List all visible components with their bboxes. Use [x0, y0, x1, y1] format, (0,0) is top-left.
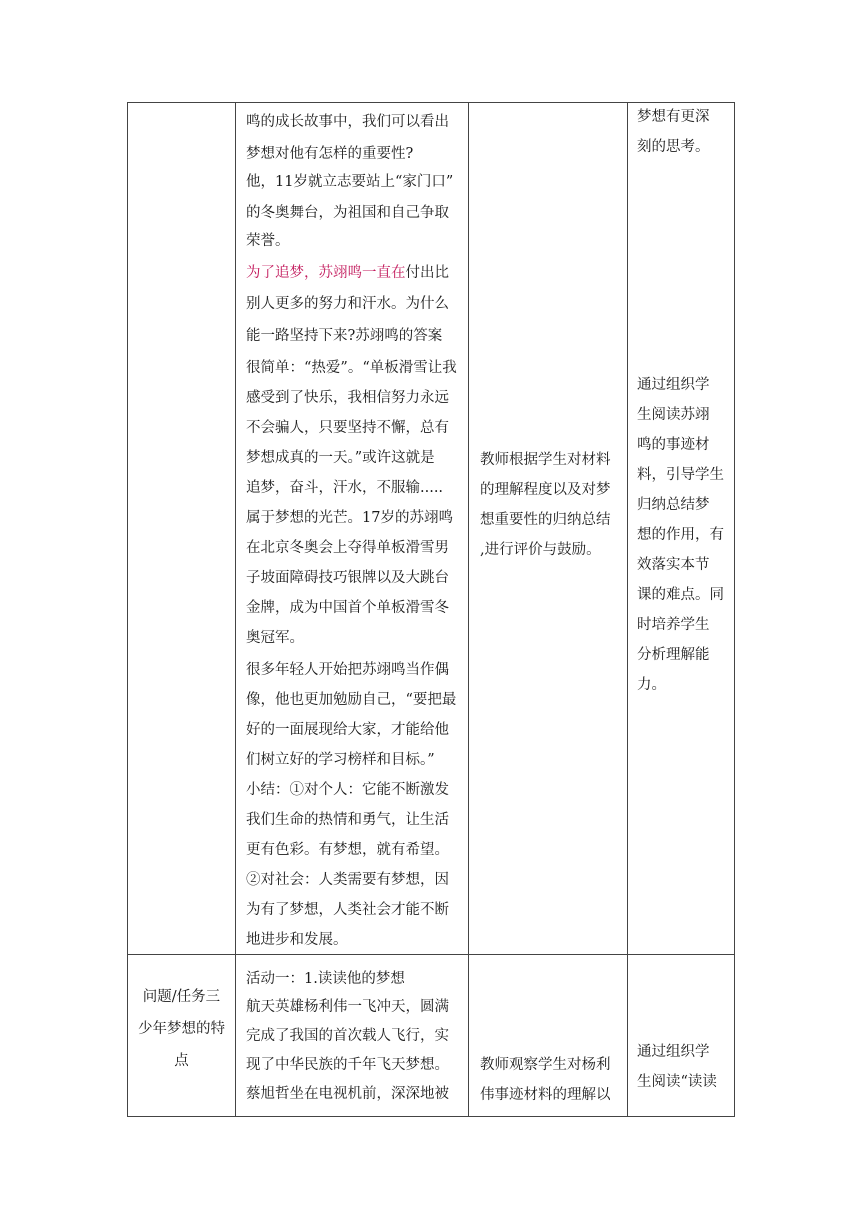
text-line: 为有了梦想，人类社会才能不断 — [246, 902, 449, 918]
text-line: 现了中华民族的千年飞天梦想。 — [246, 1057, 449, 1073]
text-line: 通过组织学 — [637, 1044, 710, 1060]
table-row — [128, 103, 735, 955]
text-line: 问题/任务三 — [142, 989, 221, 1005]
highlighted-text: 为了追梦，苏翊鸣一直在 — [246, 265, 406, 281]
text-line: 教师观察学生对杨利 — [480, 1057, 611, 1073]
text-line: 地进步和发展。 — [246, 932, 348, 948]
text-line: 航天英雄杨利伟一飞冲天，圆满 — [246, 999, 449, 1015]
text-line: 梦想有更深 — [637, 109, 710, 125]
text-line: 更有色彩。有梦想，就有希望。 — [246, 842, 449, 858]
text-line: 教师根据学生对材料 — [480, 452, 611, 468]
text-line: 们树立好的学习榜样和目标。” — [246, 752, 435, 768]
text-line: 伟事迹材料的理解以 — [480, 1087, 611, 1103]
text-line: 归纳总结梦 — [637, 497, 710, 513]
text-line: 想重要性的归纳总结 — [480, 512, 611, 528]
text-line-highlighted — [236, 259, 468, 287]
text-line: 不会骗人，只要坚持不懈，总有 — [246, 420, 449, 436]
text-line: 奥冠军。 — [246, 630, 304, 646]
student-activity-cell — [236, 103, 469, 955]
text-line: 像，他也更加勉励自己，“要把最 — [246, 692, 457, 708]
text-line: 他，11岁就立志要站上“家门口” — [246, 174, 454, 190]
text-line: 蔡旭哲坐在电视机前，深深地被 — [246, 1086, 449, 1102]
task-cell — [128, 955, 236, 1117]
text-line: 分析理解能 — [637, 647, 710, 663]
text-line: ②对社会：人类需要有梦想，因 — [246, 872, 449, 888]
lesson-plan-table — [127, 102, 735, 1117]
text-line: 荣誉。 — [246, 233, 290, 249]
text-line: 的理解程度以及对梦 — [480, 482, 611, 498]
text-line: 能一路坚持下来?苏翊鸣的答案 — [246, 328, 443, 344]
text-line: 生阅读苏翊 — [637, 407, 710, 423]
text-line: 感受到了快乐，我相信努力永远 — [246, 390, 449, 406]
text-line: 追梦，奋斗，汗水，不服输..... — [246, 480, 444, 496]
text-line: 时培养学生 — [637, 617, 710, 633]
text-line: ,进行评价与鼓励。 — [480, 542, 601, 558]
text-line: 好的一面展现给大家，才能给他 — [246, 722, 449, 738]
text-line: 在北京冬奥会上夺得单板滑雪男 — [246, 540, 449, 556]
text-line: 属于梦想的光芒。17岁的苏翊鸣 — [246, 510, 453, 526]
text-line: 梦想成真的一天。”或许这就是 — [246, 450, 435, 466]
text-line: 效落实本节 — [637, 557, 710, 573]
text-line: 很多年轻人开始把苏翊鸣当作偶 — [246, 662, 449, 678]
text-line: 我们生命的热情和勇气，让生活 — [246, 812, 449, 828]
text-line: 力。 — [637, 677, 666, 693]
text-line: 料，引导学生 — [637, 467, 724, 483]
text-line: 鸣的事迹材 — [637, 437, 710, 453]
design-intent-cell — [628, 103, 735, 955]
text-line: 子坡面障碍技巧银牌以及大跳台 — [246, 570, 449, 586]
design-intent-cell — [628, 955, 735, 1117]
table-row — [128, 955, 735, 1117]
teacher-activity-cell — [469, 103, 628, 955]
text-line: 完成了我国的首次载人飞行，实 — [246, 1028, 449, 1044]
text-line: 点 — [174, 1053, 189, 1069]
teacher-activity-cell — [469, 955, 628, 1117]
task-cell — [128, 103, 236, 955]
text-line: 想的作用，有 — [637, 527, 724, 543]
text-line: 生阅读“读读 — [637, 1074, 717, 1090]
text-line: 活动一：1.读读他的梦想 — [246, 971, 405, 987]
text-line: 课的难点。同 — [637, 587, 724, 603]
text-line: 梦想对他有怎样的重要性? — [246, 146, 414, 162]
text-line: 鸣的成长故事中，我们可以看出 — [246, 114, 449, 130]
text-line: 很简单：“热爱”。“单板滑雪让我 — [246, 360, 457, 376]
text-line: 的冬奥舞台，为祖国和自己争取 — [246, 205, 449, 221]
student-activity-cell — [236, 955, 469, 1117]
text-line: 少年梦想的特 — [138, 1021, 225, 1037]
text-line: 小结：①对个人：它能不断激发 — [246, 782, 449, 798]
text: 付出比 — [405, 265, 449, 281]
text-line: 别人更多的努力和汗水。为什么 — [246, 296, 449, 312]
text-line: 金牌，成为中国首个单板滑雪冬 — [246, 600, 449, 616]
text-line: 刻的思考。 — [637, 139, 710, 155]
text-line: 通过组织学 — [637, 377, 710, 393]
